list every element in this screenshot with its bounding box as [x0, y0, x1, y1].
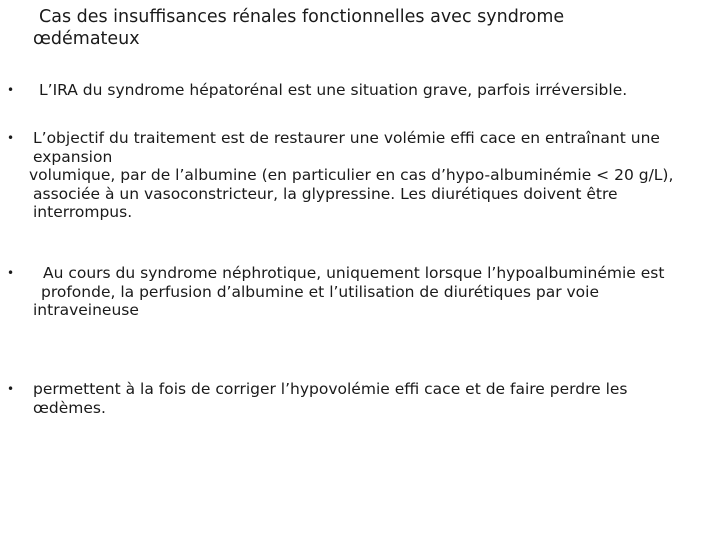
- title-line: Cas des insuffisances rénales fonctionnelles avec syndrome: [39, 7, 565, 27]
- bullet-text: [29, 129, 708, 222]
- title-line: œdémateux: [33, 29, 140, 49]
- bullet-dot: •: [7, 131, 15, 145]
- bullet-text: [33, 380, 708, 417]
- bullet-line: L’objectif du traitement est de restaurer une volémie effi cace en entraînant une: [33, 129, 660, 147]
- bullet-dot: •: [7, 83, 15, 97]
- bullet-line: volumique, par de l’albumine (en particulier en cas d’hypo-albuminémie < 20 g/L),: [29, 166, 674, 184]
- slide-title: [33, 6, 693, 50]
- bullet-line: intraveineuse: [33, 301, 139, 319]
- bullet-line: permettent à la fois de corriger l’hypovolémie effi cace et de faire perdre les: [33, 380, 628, 398]
- bullet-line: L’IRA du syndrome hépatorénal est une situation grave, parfois irréversible.: [39, 81, 628, 99]
- bullet-text: [33, 81, 708, 100]
- bullet-line: œdèmes.: [33, 398, 106, 417]
- bullet-line: Au cours du syndrome néphrotique, uniquement lorsque l’hypoalbuminémie est: [43, 264, 665, 282]
- bullet-line: expansion: [33, 147, 113, 166]
- bullet-line: associée à un vasoconstricteur, la glypressine. Les diurétiques doivent être: [33, 184, 618, 203]
- bullet-dot: •: [7, 266, 15, 280]
- bullet-line: interrompus.: [33, 203, 133, 221]
- bullet-line: profonde, la perfusion d’albumine et l’utilisation de diurétiques par voie: [41, 282, 599, 301]
- bullet-dot: •: [7, 382, 15, 396]
- bullet-text: [33, 264, 708, 320]
